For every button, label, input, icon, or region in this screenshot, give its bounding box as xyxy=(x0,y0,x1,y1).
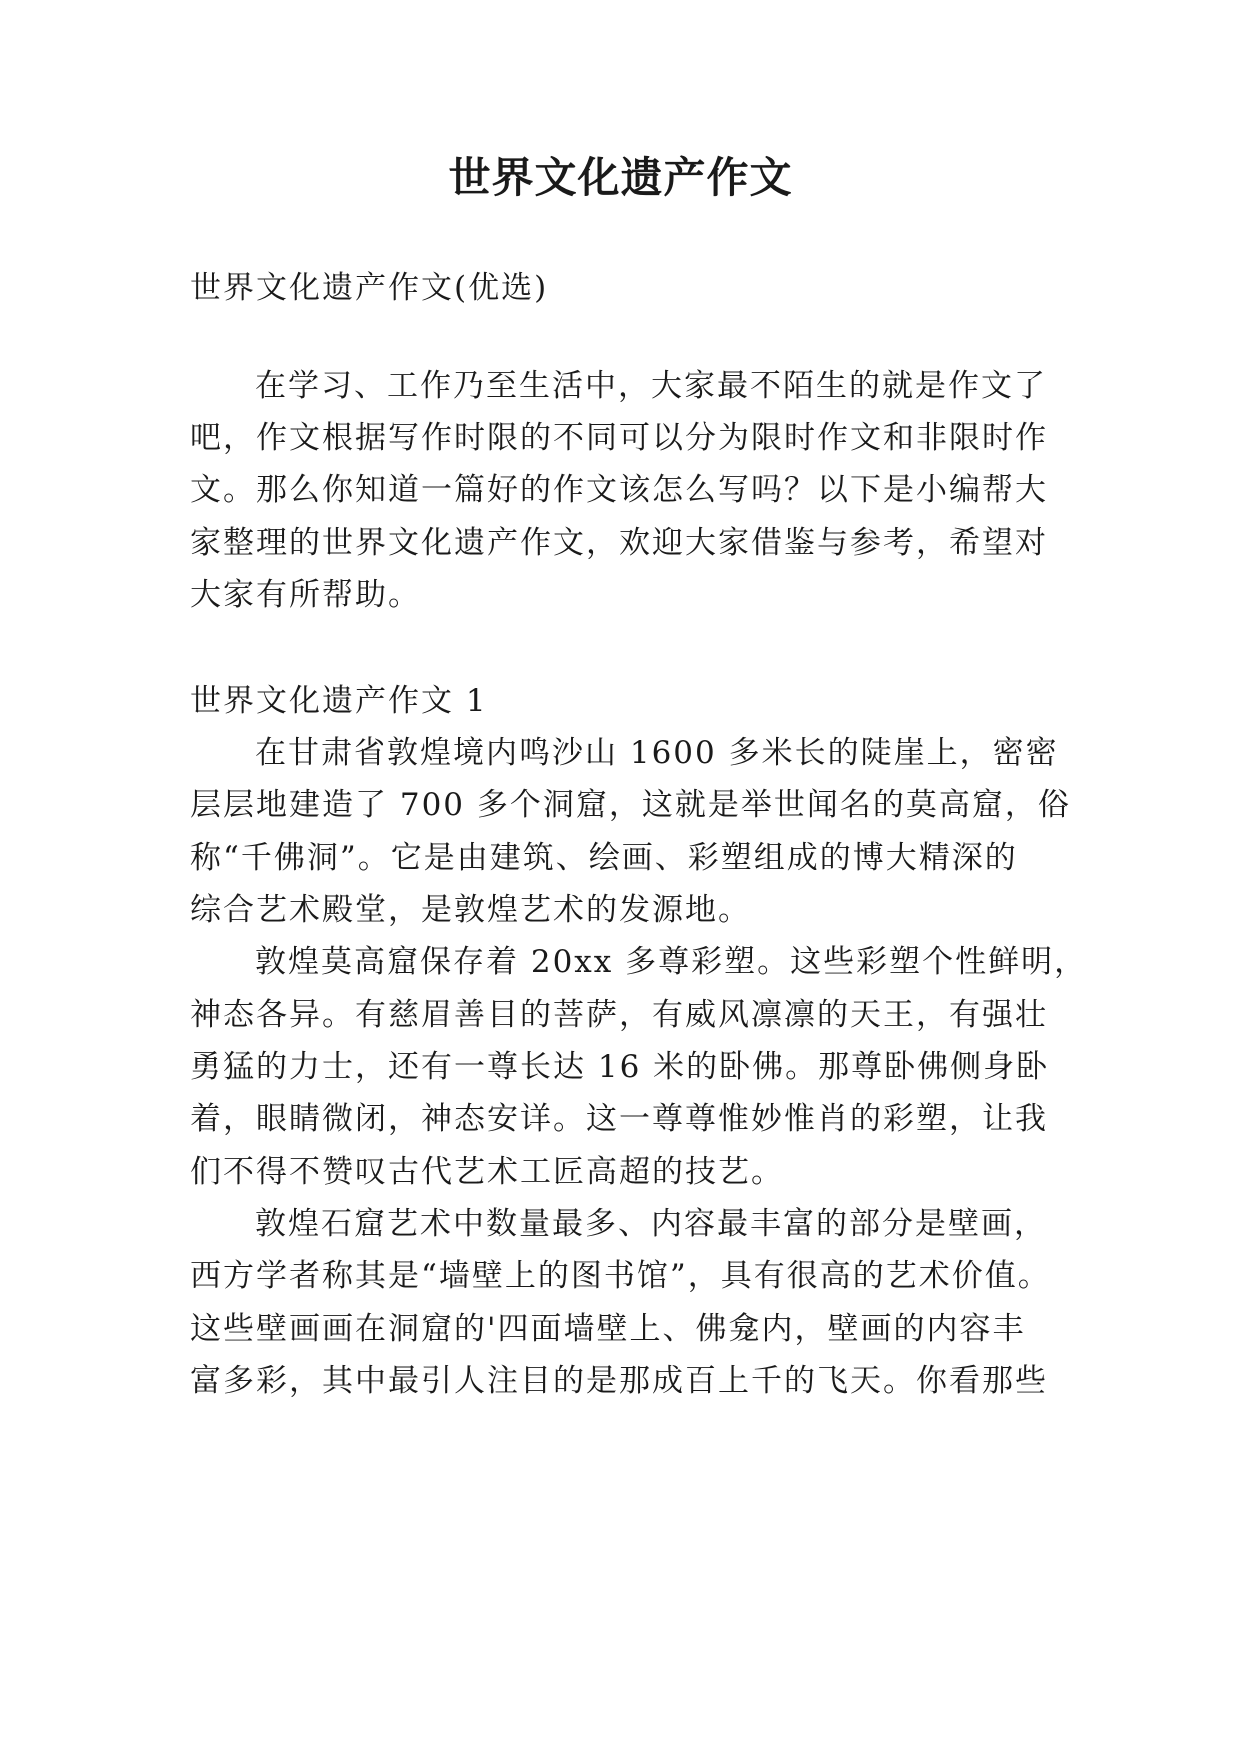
text-line: 家整理的世界文化遗产作文，欢迎大家借鉴与参考，希望对 xyxy=(190,525,1048,561)
text-line: 在甘肃省敦煌境内鸣沙山 1600 多米长的陡崖上，密密 xyxy=(255,735,1059,771)
text-line: 们不得不赞叹古代艺术工匠高超的技艺。 xyxy=(190,1154,784,1190)
text-line: 这些壁画画在洞窟的'四面墙壁上、佛龛内，壁画的内容丰 xyxy=(190,1311,1026,1347)
text-line: 大家有所帮助。 xyxy=(190,577,421,613)
text-line: 综合艺术殿堂，是敦煌艺术的发源地。 xyxy=(190,892,751,928)
text-line: 敦煌石窟艺术中数量最多、内容最丰富的部分是壁画， xyxy=(255,1206,1047,1242)
text-line: 神态各异。有慈眉善目的菩萨，有威风凛凛的天王，有强壮 xyxy=(190,997,1048,1033)
section-heading: 世界文化遗产作文 1 xyxy=(190,683,488,719)
text-line: 富多彩，其中最引人注目的是那成百上千的飞天。你看那些 xyxy=(190,1363,1048,1399)
text-line: 吧，作文根据写作时限的不同可以分为限时作文和非限时作 xyxy=(190,420,1048,456)
text-line: 层层地建造了 700 多个洞窟，这就是举世闻名的莫高窟，俗 xyxy=(190,787,1071,823)
text-line: 在学习、工作乃至生活中，大家最不陌生的就是作文了 xyxy=(255,368,1047,404)
text-line: 着，眼睛微闭，神态安详。这一尊尊惟妙惟肖的彩塑，让我 xyxy=(190,1101,1048,1137)
page-title: 世界文化遗产作文 xyxy=(448,153,793,202)
text-line: 敦煌莫高窟保存着 20xx 多尊彩塑。这些彩塑个性鲜明， xyxy=(255,944,1088,980)
document-subtitle: 世界文化遗产作文(优选) xyxy=(190,270,549,306)
text-line: 称“千佛洞”。它是由建筑、绘画、彩塑组成的博大精深的 xyxy=(190,840,1018,876)
text-line: 文。那么你知道一篇好的作文该怎么写吗？以下是小编帮大 xyxy=(190,472,1048,508)
text-line: 勇猛的力士，还有一尊长达 16 米的卧佛。那尊卧佛侧身卧 xyxy=(190,1049,1050,1085)
text-line: 西方学者称其是“墙壁上的图书馆”，具有很高的艺术价值。 xyxy=(190,1258,1051,1294)
